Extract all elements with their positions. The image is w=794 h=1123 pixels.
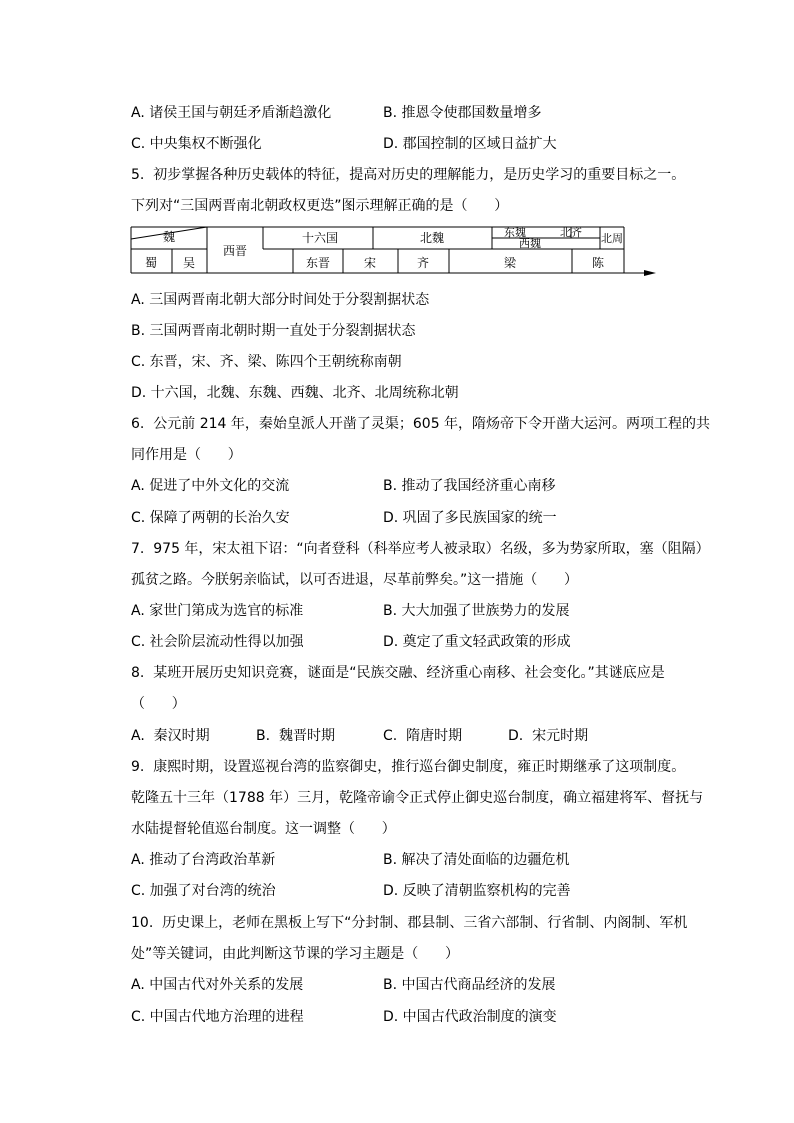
q4-option-b: B. 推恩令使郡国数量增多 xyxy=(383,105,542,121)
q8-stem-line2: （ ） xyxy=(131,696,186,712)
diagram-beiqi: 北齐 xyxy=(560,226,582,239)
q4-option-d: D. 郡国控制的区域日益扩大 xyxy=(383,136,557,152)
diagram-xiwei: 西魏 xyxy=(519,237,541,250)
diagram-chen: 陈 xyxy=(591,256,605,270)
q8-option-d: D. 宋元时期 xyxy=(508,728,589,744)
q5-option-c: C. 东晋，宋、齐、梁、陈四个王朝统称南朝 xyxy=(131,354,402,370)
q6-option-b: B. 推动了我国经济重心南移 xyxy=(383,478,556,494)
q9-stem-line1: 9. 康熙时期，设置巡视台湾的监察御史，推行巡台御史制度，雍正时期继承了这项制度。 xyxy=(131,759,686,775)
q5-option-a: A. 三国两晋南北朝大部分时间处于分裂割据状态 xyxy=(131,292,430,308)
q4-option-a: A. 诸侯王国与朝廷矛盾渐趋激化 xyxy=(131,105,332,121)
q8-option-a: A. 秦汉时期 xyxy=(131,728,210,744)
diagram-shiliuguo: 十六国 xyxy=(301,231,339,245)
q7-option-b: B. 大大加强了世族势力的发展 xyxy=(383,603,570,619)
diagram-song: 宋 xyxy=(363,256,377,270)
q5-stem-line1: 5. 初步掌握各种历史载体的特征，提高对历史的理解能力，是历史学习的重要目标之一。 xyxy=(131,167,686,183)
q8-option-b: B. 魏晋时期 xyxy=(256,728,335,744)
diagram-dongwei: 东魏 xyxy=(504,226,526,239)
diagram-shu: 蜀 xyxy=(144,256,158,270)
q9-option-d: D. 反映了清朝监察机构的完善 xyxy=(383,883,571,899)
q9-option-c: C. 加强了对台湾的统治 xyxy=(131,883,276,899)
q7-stem-line1: 7. 975 年，宋太祖下诏：“向者登科（科举应考人被录取）名级，多为势家所取，塞（阻隔） xyxy=(131,541,710,557)
q10-option-d: D. 中国古代政治制度的演变 xyxy=(383,1009,557,1025)
q6-option-a: A. 促进了中外文化的交流 xyxy=(131,478,290,494)
q6-stem-line1: 6. 公元前 214 年，秦始皇派人开凿了灵渠；605 年，隋炀帝下令开凿大运河。两项工程的共 xyxy=(131,416,711,432)
q7-option-d: D. 奠定了重文轻武政策的形成 xyxy=(383,634,571,650)
timeline-arrow-icon xyxy=(644,270,656,276)
q10-option-b: B. 中国古代商品经济的发展 xyxy=(383,977,556,993)
q5-stem-line2: 下列对“三国两晋南北朝政权更迭”图示理解正确的是（ ） xyxy=(131,198,509,214)
q10-option-a: A. 中国古代对外关系的发展 xyxy=(131,977,304,993)
dynasty-timeline-diagram xyxy=(130,224,660,278)
q6-stem-line2: 同作用是（ ） xyxy=(131,447,242,463)
q5-option-b: B. 三国两晋南北朝时期一直处于分裂割据状态 xyxy=(131,323,416,339)
q9-stem-line3: 水陆提督轮值巡台制度。这一调整（ ） xyxy=(131,821,396,837)
q7-option-c: C. 社会阶层流动性得以加强 xyxy=(131,634,304,650)
diagram-xijin: 西晋 xyxy=(222,244,248,258)
q8-stem-line1: 8. 某班开展历史知识竞赛，谜面是“民族交融、经济重心南移、社会变化。”其谜底应是 xyxy=(131,665,665,681)
diagram-dongjin: 东晋 xyxy=(305,256,331,270)
diagram-wu: 吴 xyxy=(182,256,196,270)
q10-stem-line2: 处”等关键词，由此判断这节课的学习主题是（ ） xyxy=(131,946,459,962)
diagram-wei: 魏 xyxy=(162,230,176,244)
q9-stem-line2: 乾隆五十三年（1788 年）三月，乾隆帝谕令正式停止御史巡台制度，确立福建将军、督抚与 xyxy=(131,790,704,806)
q9-option-b: B. 解决了清处面临的边疆危机 xyxy=(383,852,570,868)
q10-stem-line1: 10. 历史课上，老师在黑板上写下“分封制、郡县制、三省六部制、行省制、内阁制、军机 xyxy=(131,915,688,931)
q7-option-a: A. 家世门第成为选官的标准 xyxy=(131,603,304,619)
q5-option-d: D. 十六国，北魏、东魏、西魏、北齐、北周统称北朝 xyxy=(131,385,459,401)
q8-option-c: C. 隋唐时期 xyxy=(383,728,463,744)
q7-stem-line2: 孤贫之路。今朕躬亲临试，以可否进退，尽革前弊矣。”这一措施（ ） xyxy=(131,572,578,588)
diagram-liang: 梁 xyxy=(503,256,517,270)
q10-option-c: C. 中国古代地方治理的进程 xyxy=(131,1009,304,1025)
diagram-beiwei: 北魏 xyxy=(419,231,445,245)
q4-option-c: C. 中央集权不断强化 xyxy=(131,136,262,152)
q6-option-c: C. 保障了两朝的长治久安 xyxy=(131,510,290,526)
q9-option-a: A. 推动了台湾政治革新 xyxy=(131,852,276,868)
diagram-qi: 齐 xyxy=(416,256,430,270)
q6-option-d: D. 巩固了多民族国家的统一 xyxy=(383,510,557,526)
diagram-beizhou: 北周 xyxy=(601,232,623,245)
